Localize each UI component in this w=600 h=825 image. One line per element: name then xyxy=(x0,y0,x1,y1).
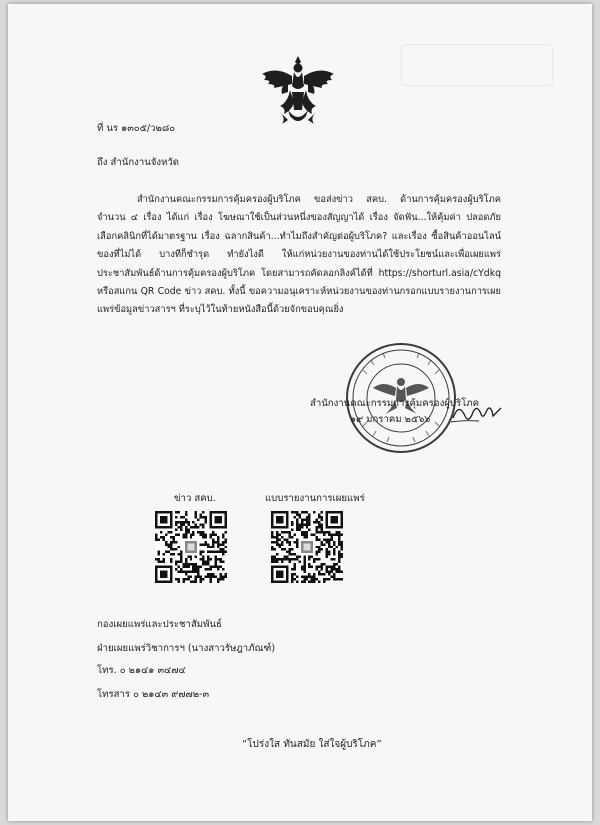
document-page xyxy=(8,4,592,821)
signing-date: ๑๙ มกราคม ๒๕๖๖ xyxy=(350,414,431,425)
qr-code-icon[interactable] xyxy=(271,511,343,583)
footer-fax: โทรสาร ๐ ๒๑๔๓ ๙๗๗๒-๓ xyxy=(97,689,210,700)
body-paragraph: สำนักงานคณะกรรมการคุ้มครองผู้บริโภค ขอส่งข่าว สคบ. ด้านการคุ้มครองผู้บริโภค จำนวน ๔ เรื่อง ได้แก่ เรื่อง โฆษณาใช้เป็นส่วนหนึ่งของสัญญาได้ เรื่อง จัดฟัน...ให้คุ้มค่า ปลอดภัย เลือกคลินิกที่ได้มาตรฐาน เรื่อง ฉลากสินค้า...ทำไมถึงสำคัญต่อผู้บริโภค? และเรื่อง ซื้อสินค้าออนไลน์ของที่ไม่ได้ บางทีก็ชำรุด ทำยังไงดี ให้แก่หน่วยงานของท่านได้ใช้ประโยชน์และเพื่อเผยแพร่ประชาสัมพันธ์ด้านการคุ้มครองผู้บริโภค โดยสามารถคัดลอกลิงค์ได้ที่ https://shorturl.asia/cYdkq หรือสแกน QR Code ข่าว สคบ. ทั้งนี้ ขอความอนุเคราะห์หน่วยงานของท่านกรอกแบบรายงานการเผยแพร่ข้อมูลข่าวสารฯ ที่ระบุไว้ในท้ายหนังสือนี้ด้วยจักขอบคุณยิ่ง xyxy=(97,194,501,316)
signatory-organization: สำนักงานคณะกรรมการคุ้มครองผู้บริโภค xyxy=(310,398,480,409)
footer-contact: ฝ่ายเผยแพร่วิชาการฯ (นางสาวรัษฎาภัณฑ์) xyxy=(97,643,276,654)
signature-icon xyxy=(449,398,505,426)
qr-code-icon[interactable] xyxy=(155,511,227,583)
bleed-through-mark xyxy=(401,44,553,86)
footer-division: กองเผยแพร่และประชาสัมพันธ์ xyxy=(97,619,222,630)
garuda-emblem-icon xyxy=(258,52,338,128)
document-number: ที่ นร ๑๓๐๕/ว๒๘๐ xyxy=(97,123,176,134)
motto: “โปร่งใส ทันสมัย ใส่ใจผู้บริโภค” xyxy=(242,739,382,750)
qr-label-report: แบบรายงานการเผยแพร่ xyxy=(265,493,365,504)
footer-telephone: โทร. ๐ ๒๑๔๑ ๓๔๗๔ xyxy=(97,665,186,676)
qr-label-news: ข่าว สคบ. xyxy=(174,493,216,504)
addressee: ถึง สำนักงานจังหวัด xyxy=(97,157,180,168)
